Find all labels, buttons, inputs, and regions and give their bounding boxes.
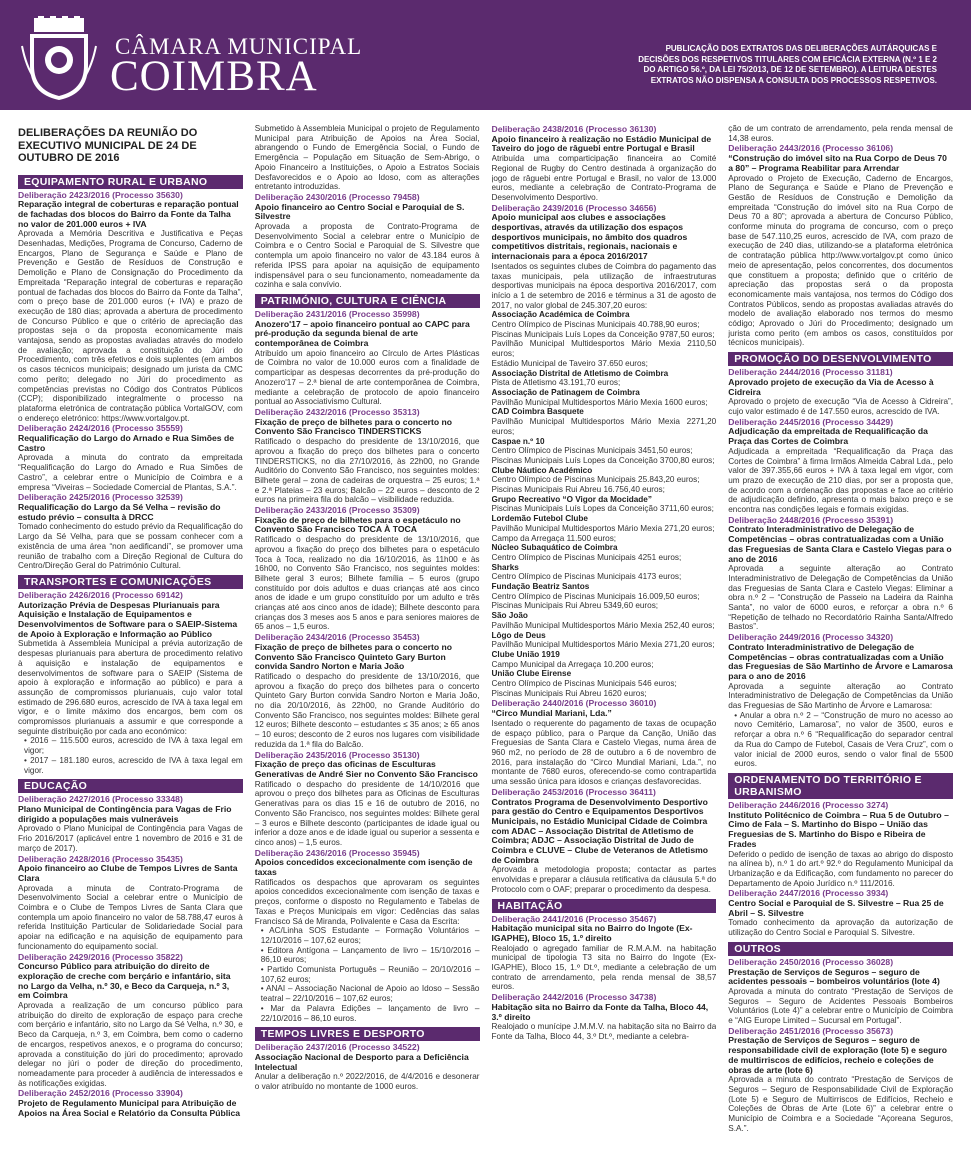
club-name: CAD Coimbra Basquete bbox=[491, 407, 584, 417]
venue-fee: Centro Olímpico de Piscinas Municipais 546 euros; bbox=[491, 679, 677, 689]
club-name: Associação Distrital de Atletismo de Coimbra bbox=[491, 368, 669, 378]
deliberation-subject: Reparação integral de coberturas e reparação pontual de fachadas dos blocos do Bairro da Fonte da Talha no valor de 201.000 euros + IVA bbox=[18, 199, 239, 229]
section-header: ORDENAMENTO DO TERRITÓRIO E URBANISMO bbox=[728, 773, 953, 799]
venue-fee: Pavilhão Municipal Multidesportos Mário Mexia 2110,50 euros; bbox=[491, 339, 717, 359]
coat-of-arms-icon bbox=[20, 16, 98, 102]
venue-fee: Piscinas Municipais Rui Abreu 1620 euros; bbox=[491, 688, 647, 698]
deliberation-body: Aprovada a proposta de Contrato-Programa de Desenvolvimento Social a celebrar entre o Município de Coimbra e o Centro Social e Paroquial de S. Silvestre que contempla um apoio financeiro no valor de 43.184 euros à referida IPSS para apoiar na aquisição de equipamento indispensável para o seu funcionamento, nomeadamente da cozinha e sala convívio. bbox=[254, 222, 480, 290]
venue-fee: Centro Olímpico de Piscinas Municipais 40.788,90 euros; bbox=[491, 320, 700, 330]
venue-fee: Centro Olímpico de Piscinas Municipais 25.843,20 euros; bbox=[491, 475, 700, 485]
venue-fee: Piscinas Municipais Luís Lopes da Conceição 9787,50 euros; bbox=[491, 329, 715, 339]
venue-fee: Centro Olímpico de Piscinas Municipais 4173 euros; bbox=[491, 572, 682, 582]
column-2 bbox=[255, 124, 480, 1144]
deliberation-body: Ratificado o despacho do presidente de 13/10/2016, que aprovou a fixação do preço dos bilhetes para o espetáculo Toca à Toca, realizado no dia 16/10/2016, às 11h00 e às 16h00, no Convento São Francisco, nos seguintes moldes: Bilhete geral 3 euros; Bilhete família – 5 euros (grupo constituído por dois adultos e duas crianças até aos cinco anos de idade e um grupo constituído por um adulto e três crianças até aos cinco anos de idade); Bilhete desconto para crianças dos 3 meses aos 5 anos e para seniores maiores de 65 anos – 1,5 euros. bbox=[254, 535, 480, 632]
deliberation-body: Deferido o pedido de isenção de taxas ao abrigo do disposto na alínea b), n.º 1 do art.º 92.º do Regulamento Municipal da Urbanização e da Edificação, com fundamento no parecer do Departamento de Apoio Jurídico n.º 111/2016. bbox=[728, 849, 953, 888]
venue-fee: Pavilhão Municipal Multidesportos Mário Mexia 271,20 euros; bbox=[491, 640, 715, 650]
club-name: Clube Náutico Académico bbox=[491, 465, 593, 475]
deliberation-number: Deliberação 2423/2016 (Processo 35630) bbox=[18, 189, 183, 200]
deliberation-subject: Apoios concedidos excecionalmente com isenção de taxas bbox=[254, 857, 473, 878]
list-item: • Mar da Palavra Edições – lançamento de livro – 22/10/2016 – 86,10 euros. bbox=[261, 1004, 480, 1023]
deliberation-number: Deliberação 2444/2016 (Processo 31181) bbox=[728, 367, 893, 378]
bullet-list bbox=[24, 736, 243, 775]
deliberation-number: Deliberação 2450/2016 (Processo 36028) bbox=[728, 956, 894, 967]
list-item: • Partido Comunista Português – Reunião – 20/10/2016 – 107,62 euros; bbox=[261, 965, 480, 984]
list-item: • Editora Antígona – Lançamento de livro – 15/10/2016 – 86,10 euros; bbox=[261, 946, 480, 965]
venue-fee: Campo da Arregaça 11.500 euros; bbox=[491, 533, 617, 543]
deliberation-body: Ratificado o despacho do presidente de 13/10/2016, que aprovou a fixação do preço dos bilhetes para o concerto Quinteto Gary Burton convida Sandro Norton e Maria João, no dia 20/10/2016, às 22h00, no Grande Auditório do Convento São Francisco, nos seguintes moldes: Bilhete geral 12 euros; Bilhete desconto – estudantes ≤ 35 anos; ≥ 65 anos – 10 euros; desconto de 2 euros nos lugares com visibilidade reduzida da 1.ª fila do Balcão. bbox=[254, 671, 480, 749]
club-name: São João bbox=[491, 611, 528, 621]
page-title: DELIBERAÇÕES DA REUNIÃO DO EXECUTIVO MUNICIPAL DE 24 DE OUTUBRO DE 2016 bbox=[18, 127, 198, 164]
deliberation-subject: Plano Municipal de Contingência para Vagas de Frio dirigido a populações mais vulneráveis bbox=[18, 803, 232, 824]
deliberation-subject: “Circo Mundial Mariani, Lda.” bbox=[491, 708, 612, 719]
club-name: Associação de Patinagem de Coimbra bbox=[491, 387, 640, 397]
deliberation-subject: Adjudicação da empreitada de Requalificação da Praça das Cortes de Coimbra bbox=[728, 426, 928, 447]
deliberation-body: Aprovado o Projeto de Execução, Caderno de Encargos, Plano de Segurança e Saúde e Plano de Prevenção e Gestão de Resíduos de Construção e Demolição da empreitada “Construção do imóvel sito na Rua Corpo de Deus 70 a 80”; aprovada a abertura de Concurso Público, conforme minuta do programa de concurso, com o preço base de 547.110,25 euros, acrescido de IVA, com prazo de execução de 240 dias, utilizando-se a plataforma eletrónica de contratação pública http://www.vortalgov.pt como único meio de apresentação, pelos concorrentes, dos documentos que constituem a proposta; definido que o critério de apreciação das propostas será o da proposta economicamente mais vantajosa, nos termos do Código dos Contratos Públicos, sendo as propostas avaliadas através do modelo de avaliação elaborado nos termos do mesmo código; Aprovado o Júri do Procedimento; designado um jurista como perito (em ambos os casos, constituídos por técnicos municipais). bbox=[728, 173, 953, 348]
deliberation-subject: Fixação de preço de bilhetes para o concerto no Convento São Francisco Quinteto Gary Burton convida Sandro Norton e Maria João bbox=[254, 641, 452, 672]
deliberation-body: Aprovado o projeto de execução “Via de Acesso à Cidreira”, cujo valor estimado é de 147.550 euros, acrescido de IVA. bbox=[728, 397, 953, 416]
deliberation-body: Submetido à Assembleia Municipal o projeto de Regulamento Municipal para Atribuição de Apoios na Área Social, abrangendo o Fundo de Emergência Social, o Fundo de Emergência – População em Situação de Sem-Abrigo, o Apoio Financeiro a Instituições, o Apoio a Estratos Sociais Desfavorecidos e o Apoio ao Idoso, com as alterações entretanto introduzidas. bbox=[254, 124, 480, 192]
deliberation-number: Deliberação 2445/2016 (Processo 34429) bbox=[728, 416, 894, 427]
deliberation-subject: Autorização Prévia de Despesas Plurianuais para Aquisição e Instalação de Equipamentos e Desenvolvimentos de Software para o SAEIP-Sistema de Apoio à Exploração e Informação ao Público bbox=[18, 599, 238, 639]
club-name: Clube União 1919 bbox=[491, 649, 560, 659]
deliberation-subject: Requalificação do Largo do Arnado e Rua Simões de Castro bbox=[18, 433, 234, 453]
deliberation-number: Deliberação 2447/2016 (Processo 3934) bbox=[728, 888, 889, 899]
deliberation-subject: Habitação municipal sita no Bairro do Ingote (Ex-IGAPHE), Bloco 15, 1.º direito bbox=[491, 923, 693, 943]
venue-fee: Piscinas Municipais Rui Abreu 5349,60 euros; bbox=[491, 601, 659, 611]
venue-fee: Pavilhão Municipal Multidesportos Mário Mexia 1600 euros; bbox=[491, 397, 708, 407]
venue-fee: Campo Municipal da Arregaça 10.200 euros; bbox=[491, 659, 654, 669]
deliberation-number: Deliberação 2442/2016 (Processo 34738) bbox=[491, 992, 657, 1003]
deliberation-body: Ratificado o despacho do presidente de 14/10/2016 que aprovou o preço dos bilhetes para as Oficinas de Esculturas Generativas para os dias 15 e 16 de outubro de 2016, no Convento São Francisco, nos seguintes moldes: Bilhete geral – 3 euros e Bilhete desconto (participantes de idade igual ou inferior a doze anos e de idade igual ou superior a sessenta e cinco anos) – 1,5 euros. bbox=[254, 779, 480, 847]
deliberation-number: Deliberação 2451/2016 (Processo 35673) bbox=[728, 1025, 894, 1036]
deliberation-number: Deliberação 2440/2016 (Processo 36010) bbox=[491, 698, 657, 709]
deliberation-number: Deliberação 2424/2016 (Processo 35559) bbox=[18, 423, 183, 434]
club-name: União Clube Eirense bbox=[491, 669, 572, 679]
club-name: Núcleo Subaquático de Coimbra bbox=[491, 543, 618, 553]
deliberation-number: Deliberação 2433/2016 (Processo 35309) bbox=[254, 505, 420, 516]
list-item: • 2016 – 115.500 euros, acrescido de IVA à taxa legal em vigor; bbox=[24, 736, 243, 755]
document-body bbox=[18, 124, 953, 1144]
club-name: Lôgo de Deus bbox=[491, 630, 546, 640]
deliberation-number: Deliberação 2426/2016 (Processo 69142) bbox=[18, 589, 183, 600]
deliberation-subject: Contratos Programa de Desenvolvimento Desportivo para gestão do Centro e Equipamentos Desportivos Municipais, no Estádio Municipal Cidade de Coimbra com ADAC – Associação Distrital de Atletismo de Coimbra; ADJC – Associação Distrital de Judo de Coimbra e CLUVE – Clube de Veteranos de Atletismo de Coimbra bbox=[491, 796, 708, 865]
deliberation-subject: Contrato Interadministrativo de Delegação de Competências – obras contratualizadas com a União das Freguesias de Santa Clara e Castelo Viegas para o ano de 2016 bbox=[728, 524, 952, 564]
deliberation-body: Adjudicada a empreitada “Requalificação da Praça das Cortes de Coimbra” à firma Irmãos Almeida Cabral Lda., pelo valor de 397.355,66 euros + IVA à taxa legal em vigor, com um prazo de execução de 210 dias, por ser a proposta que, de acordo com a ordenação das propostas e face ao critério de adjudicação definido, apresenta o mais baixo preço e se encontra nas condições legais e formais exigidas. bbox=[728, 446, 953, 515]
club-name: Sharks bbox=[491, 562, 519, 572]
deliberation-body: Realojado o agregado familiar de R.M.A.M. na habitação municipal de tipologia T3 sita no Bairro do Ingote (Ex-IGAPHE), Bloco 15, 1.º Dt.º, mediante a celebração de um contrato de arrendamento, pela renda mensal de 38,57 euros. bbox=[491, 943, 717, 992]
section-header: TRANSPORTES E COMUNICAÇÕES bbox=[18, 575, 243, 589]
deliberation-body: Aprovada a minuta do contrato “Prestação de Serviços de Seguros – Seguro de Acidentes Pessoais Bombeiros Voluntários (Lote 4)” a celebrar entre o Município de Coimbra e “AIG Europe Limited – Sucursal em Portugal”. bbox=[728, 986, 953, 1026]
deliberation-body: Anular a deliberação n.º 2022/2016, de 4/4/2016 e desonerar o valor atribuído no montante de 1000 euros. bbox=[254, 1072, 480, 1092]
deliberation-number: Deliberação 2431/2016 (Processo 35998) bbox=[254, 308, 420, 319]
deliberation-number: Deliberação 2438/2016 (Processo 36130) bbox=[491, 124, 657, 134]
venue-fee: Piscinas Municipais Luís Lopes da Conceição 3711,60 euros; bbox=[491, 504, 714, 514]
venue-fee: Pavilhão Municipal Multidesportos Mário Mexia 2271,20 euros; bbox=[491, 417, 717, 436]
venue-fee: Centro Olímpico de Piscinas Municipais 16.009,50 euros; bbox=[491, 591, 700, 601]
deliberation-body: Realojado o munícipe J.M.M.V. na habitação sita no Bairro da Fonte da Talha, Bloco 44, 3.º Dt.º, mediante a celebra- bbox=[491, 1022, 717, 1041]
deliberation-number: Deliberação 2439/2016 (Processo 34656) bbox=[491, 202, 657, 213]
deliberation-number: Deliberação 2427/2016 (Processo 33348) bbox=[18, 794, 183, 805]
venue-fee: Pavilhão Municipal Multidesportos Mário Mexia 252,40 euros; bbox=[491, 620, 715, 630]
deliberation-subject: Fixação de preço de bilhetes para o concerto no Convento São Francisco TINDERSTICKS bbox=[254, 416, 452, 437]
club-name: Associação Académica de Coimbra bbox=[491, 310, 630, 320]
venue-fee: Piscinas Municipais Rui Abreu 16.756,40 euros; bbox=[491, 485, 665, 495]
deliberation-subject: Projeto de Regulamento Municipal para Atribuição de Apoios na Área Social e Relatório da Consulta Pública bbox=[18, 1098, 241, 1118]
list-item: • Anular a obra n.º 2 – “Construção de muro no acesso ao novo Cemitério, Lamarosa”, no valor de 3500, euros e reforçar a obra n.º 6 “Requalificação do separador central da Rua do Campo de Futebol, Casais de Vera Cruz”, com o valor inicial de 2000 euros, sendo o valor final de 5500 euros. bbox=[734, 711, 953, 769]
club-name: Grupo Recreativo “O Vigor da Mocidade” bbox=[491, 494, 652, 504]
section-header: OUTROS bbox=[728, 942, 953, 956]
deliberation-number: Deliberação 2437/2016 (Processo 34522) bbox=[254, 1042, 420, 1053]
deliberation-subject: “Construção do imóvel sito na Rua Corpo de Deus 70 a 80” – Programa Reabilitar para Arrendar bbox=[728, 153, 947, 173]
deliberation-body: Aprovada a Memória Descritiva e Justificativa e Peças Desenhadas, Medições, Programa de Concurso, Caderno de Encargos, Plano de Segurança e Saúde e Plano de Prevenção e Gestão de Resíduos de Construção e Demolição e Plano de Consignação do Procedimento da Empreitada “Reparação integral de coberturas e reparação pontual de fachadas dos blocos do Bairro da Fonte da Talha”, com o preço base de 201.000 euros (+ IVA) e prazo de execução de 180 dias; aprovada a abertura de procedimento de Concurso Público e que o critério de apreciação das propostas seja o da proposta economicamente mais vantajosa, sendo as propostas avaliadas através do modelo de avaliação; aprovada a constituição do Júri do Procedimento, com três efetivos e dois suplentes (em ambos os casos técnicos municipais; designado um jurista da CMC como perito; delegado no Júri do procedimento as competências previstas no Código dos Contratos Públicos (CCP); disponibilizado integralmente o processo na plataforma eletrónica de contratação pública VortalGOV, com o endereço eletrónico: https://www.vortalgov.pt. bbox=[18, 229, 243, 423]
section-header: HABITAÇÃO bbox=[492, 899, 717, 913]
deliberation-body: Submetida à Assembleia Municipal a prévia autorização de despesas plurianuais para abertura de procedimento relativo à aquisição e instalação de equipamentos e desenvolvimentos de software para o SAEIP (Sistema de apoio à exploração e informação ao público) e para a assunção de compromissos plurianuais, cujo valor total estimado de 296.680 euros, acrescido de IVA à taxa legal em vigor, e o limite máximo dos encargos, bem com os compromissos plurianuais a assumir e que corresponde a seguinte distribuição por cada ano económico: bbox=[18, 639, 243, 736]
deliberation-subject: Habitação sita no Bairro da Fonte da Talha, Bloco 44, 3.º direito bbox=[491, 1001, 709, 1022]
deliberation-subject: Centro Social e Paroquial de S. Silvestre – Rua 25 de Abril – S. Silvestre bbox=[728, 898, 944, 918]
deliberation-number: Deliberação 2449/2016 (Processo 34320) bbox=[728, 632, 894, 643]
header-banner bbox=[0, 0, 971, 110]
venue-fee: Pavilhão Municipal Multidesportos Mário Mexia 271,20 euros; bbox=[491, 523, 715, 533]
column-4 bbox=[728, 124, 953, 1144]
deliberation-subject: Prestação de Serviços de Seguros – seguro de acidentes pessoais – bombeiros voluntários (lote 4) bbox=[728, 966, 940, 987]
bullet-list bbox=[261, 926, 480, 1023]
deliberation-subject: Fixação de preço das oficinas de Esculturas Generativas de André Sier no Convento São Francisco bbox=[254, 759, 478, 779]
deliberation-number: Deliberação 2435/2016 (Processo 35130) bbox=[254, 749, 420, 760]
deliberation-number: Deliberação 2453/2016 (Processo 36411) bbox=[491, 786, 656, 797]
deliberation-number: Deliberação 2441/2016 (Processo 35467) bbox=[491, 913, 657, 924]
column-1 bbox=[18, 124, 243, 1144]
deliberation-body: Aprovada a seguinte alteração ao Contrato Interadministrativo de Delegação de Competências da União das Freguesias de São Martinho de Árvore e Lamarosa: bbox=[728, 681, 953, 711]
deliberation-number: Deliberação 2425/2016 (Processo 32539) bbox=[18, 492, 183, 503]
section-header: EDUCAÇÃO bbox=[18, 779, 243, 793]
deliberation-subject: Anozero'17 – apoio financeiro pontual ao CAPC para pré-produção da segunda bienal de arte contemporânea de Coimbra bbox=[254, 318, 470, 349]
deliberation-subject: Instituto Politécnico de Coimbra – Rua 5 de Outubro – Cimo de Fala – S. Martinho do Bispo – União das Freguesias de S. Martinho do Bispo e Ribeira de Frades bbox=[728, 809, 949, 849]
deliberation-body: Isentado o requerente do pagamento de taxas de ocupação de espaço público, para o Parque da Canção, União das Freguesias de Santa Clara e Castelo Viegas, numa área de 960 m2, no período de 28 de outubro a 6 de novembro de 2016, para instalação do “Circo Mundial Mariani, Lda.”, no montante de 7680 euros, oferecendo-se como contrapartida uma sessão única para idosos e crianças desfavorecidas. bbox=[491, 718, 717, 787]
deliberation-body: Atribuída uma comparticipação financeira ao Comité Regional de Rugby do Centro destinada à organização do jogo de râguebi entre Portugal e Brasil, no valor de 13.000 euros, mediante a celebração de Contrato-Programa de Desenvolvimento Desportivo. bbox=[491, 154, 717, 202]
deliberation-body: Aprovada a realização de um concurso público para atribuição do direito de exploração de espaço para creche com berçário e infantário, sito no Largo da Sé Velha, n.º 30, e Beco da Carqueja, n.º 3, em Coimbra, bem como o caderno de encargos, respetivos anexos, e o programa do concurso; aprovada a constituição do júri do procedimento; aprovado delegar no júri o poder de direção do procedimento, nomeadamente para proceder à audiência de interessados e às notificações exigidas. bbox=[18, 1001, 243, 1088]
deliberation-number: Deliberação 2443/2016 (Processo 36106) bbox=[728, 143, 894, 154]
deliberation-number: Deliberação 2434/2016 (Processo 35453) bbox=[254, 632, 420, 643]
deliberation-number: Deliberação 2446/2016 (Processo 3274) bbox=[728, 800, 889, 810]
venue-fee: Centro Olímpico de Piscinas Municipais 4251 euros; bbox=[491, 552, 682, 562]
deliberation-subject: Prestação de Serviços de Seguros – seguro de responsabilidade civil de exploração (lote 5) e seguro de multirriscos de edifícios, recheio e coleções de obras de arte (lote 6) bbox=[728, 1035, 947, 1075]
venue-fee: Pista de Atletismo 43.191,70 euros; bbox=[491, 378, 621, 388]
deliberation-body: Aprovado o Plano Municipal de Contingência para Vagas de Frio 2016/2017 (aplicável entre 1 novembro de 2016 e 31 de março de 2017). bbox=[18, 824, 243, 853]
publication-note: PUBLICAÇÃO DOS EXTRATOS DAS DELIBERAÇÕES AUTÁRQUICAS E DECISÕES DOS RESPETIVOS TITULARES COM EFICÁCIA EXTERNA (N.º 1 E 2 DO ARTIGO 56.º, DA LEI 75/2013, DE 12 DE SETEMBRO). A LEITURA DESTES EXTRATOS NÃO DISPENSA A CONSULTA DOS PROCESSOS RESPETIVOS. bbox=[638, 44, 937, 85]
deliberation-body: Aprovada a metodologia proposta; contactar as partes envolvidas e preparar a cláusula retificativa da cláusula 5.ª do Protocolo com o OAF; preparar o procedimento da despesa. bbox=[491, 865, 717, 894]
deliberation-subject: Apoio financeiro ao Clube de Tempos Livres de Santa Clara bbox=[18, 863, 238, 883]
bullet-list bbox=[734, 711, 953, 769]
deliberation-body: Aprovada a minuta do contrato da empreitada “Requalificação do Largo do Arnado e Rua Simões de Castro”, a celebrar entre o Município de Coimbra e a empresa “Viveiras – Sociedade Comercial de Plantas, S.A.”. bbox=[18, 453, 243, 492]
deliberation-body: Atribuído um apoio financeiro ao Círculo de Artes Plásticas de Coimbra no valor de 10.000 euros com a finalidade de comparticipar as despesas decorrentes da pré-produção do Anozero'17 – 2.ª bienal de arte contemporânea de Coimbra, mediante a celebração de protocolo de apoio financeiro pontual ao Associativismo Cultural. bbox=[254, 348, 480, 407]
section-header: PATRIMÓNIO, CULTURA E CIÊNCIA bbox=[255, 294, 480, 308]
section-header: PROMOÇÃO DO DESENVOLVIMENTO bbox=[728, 352, 953, 366]
deliberation-number: Deliberação 2448/2016 (Processo 35391) bbox=[728, 514, 894, 525]
deliberation-body: Isentados os seguintes clubes de Coimbra do pagamento das taxas municipais, pela utilização de infraestruturas desportivas municipais na época desportiva 2016/2017, com início a 1 de setembro de 2016 e términus a 31 de agosto de 2017, no valor global de 245.307,20 euros: bbox=[491, 261, 717, 310]
deliberation-body: Aprovada a seguinte alteração ao Contrato Interadministrativo de Delegação de Competências da União das Freguesias de Santa Clara e Castelo Viegas: Eliminar a obra n.º 2 – “Construção de Passeio na Ladeira da Rainha Santa”, no valor de 6000 euros, e reforçar a obra n.º 6 “Repetição de telhado no Recordatório Rainha Santa/Alfredo Bastos”. bbox=[728, 564, 953, 632]
section-header: EQUIPAMENTO RURAL E URBANO bbox=[18, 175, 243, 189]
deliberation-body: ção de um contrato de arrendamento, pela renda mensal de 14,38 euros. bbox=[728, 124, 953, 143]
deliberation-number: Deliberação 2452/2016 (Processo 33904) bbox=[18, 1088, 183, 1099]
section-header: TEMPOS LIVRES E DESPORTO bbox=[255, 1027, 480, 1041]
list-item: • 2017 – 181.180 euros, acrescido de IVA à taxa legal em vigor. bbox=[24, 756, 243, 775]
venue-fee: Estádio Municipal de Taveiro 37.650 euros; bbox=[491, 358, 648, 368]
deliberation-number: Deliberação 2432/2016 (Processo 35313) bbox=[254, 406, 420, 417]
deliberation-subject: Concurso Público para atribuição do direito de exploração de creche com berçário e infantário, sita no Largo da Velha, n.º 30, e Beco da Carqueja, n.º 3, em Coimbra bbox=[18, 961, 231, 1001]
list-item: • AC/Linha SOS Estudante – Formação Voluntários – 12/10/2016 – 107,62 euros; bbox=[261, 926, 480, 945]
deliberation-subject: Apoio financeiro ao Centro Social e Paroquial de S. Silvestre bbox=[254, 201, 465, 222]
council-title: CÂMARA MUNICIPAL bbox=[115, 34, 363, 59]
club-name: Caspae n.º 10 bbox=[491, 436, 545, 446]
list-item: • ANAI – Associação Nacional de Apoio ao Idoso – Sessão teatral – 22/10/2016 – 107,62 euros; bbox=[261, 984, 480, 1003]
deliberation-number: Deliberação 2430/2016 (Processo 79458) bbox=[254, 191, 420, 202]
deliberation-subject: Aprovado projeto de execução da Via de Acesso à Cidreira bbox=[728, 376, 934, 397]
deliberation-subject: Apoio municipal aos clubes e associações desportivas, através da utilização dos espaços desportivos municipais, no âmbito dos quadros competitivos distritais, regionais, nacionais e internacionais para a época 2016/2017 bbox=[491, 212, 688, 262]
deliberation-body: Tomado conhecimento da aprovação da autorização de utilização do Centro Social e Paroquial S. Silvestre. bbox=[728, 918, 953, 938]
city-title: COIMBRA bbox=[110, 53, 318, 100]
deliberation-body: Ratificados os despachos que aprovaram os seguintes apoios concedidos excecionalmente com isenção de taxas e preços, conforme o disposto no Regulamento e Tabelas de Taxas e Preços Municipais em vigor: Cedências das salas Francisco Sá de Miranda, Polivalente e Casa da Escrita: bbox=[254, 877, 480, 926]
venue-fee: Centro Olímpico de Piscinas Municipais 3451,50 euros; bbox=[491, 446, 693, 456]
deliberation-body: Aprovada a minuta do contrato “Prestação de Serviços de Seguros – Seguro de Responsabilidade Civil de Exploração (Lote 5) e Seguro de Multirriscos de Edifícios, Recheio e Coleções de Obras de Arte (Lote 6)” a celebrar entre o Município de Coimbra e a Sociedade “Açoreana Seguros, S.A.”. bbox=[728, 1075, 953, 1133]
deliberation-subject: Apoio financeiro à realização no Estádio Municipal de Taveiro do jogo de râguebi entre Portugal e Brasil bbox=[491, 133, 712, 154]
deliberation-subject: Requalificação do Largo da Sé Velha – revisão do estudo prévio – consulta à DRCC bbox=[18, 502, 221, 522]
deliberation-subject: Fixação de preço de bilhetes para o espetáculo no Convento São Francisco TOCA À TOCA bbox=[254, 514, 461, 535]
deliberation-subject: Associação Nacional de Desporto para a Deficiência Intelectual bbox=[254, 1051, 469, 1072]
column-3 bbox=[492, 124, 717, 1144]
deliberation-body: Aprovada a minuta de Contrato-Programa de Desenvolvimento Social a celebrar entre o Município de Coimbra e o Clube de Tempos Livres de Santa Clara que contempla um apoio financeiro no valor de 58.788,47 euros à referida Instituição Particular de Solidariedade Social para apoiar na edificação e na aquisição de equipamento para funcionamento do equipamento social. bbox=[18, 883, 243, 951]
deliberation-body: Ratificado o despacho do presidente de 13/10/2016, que aprovou a fixação do preço dos bilhetes para o concerto TINDERSTICKS, no dia 27/10/2016, às 22h00, no Grande Auditório do Convento São Francisco, nos seguintes moldes: Bilhete geral – zona de cadeiras de orquestra – 25 euros; 1.ª e 2.ª Plateias – 23 euros; Balcão – 22 euros – desconto de 2 euros na primeira fila do balcão – visibilidade reduzida. bbox=[254, 437, 480, 505]
club-name: Fundação Beatriz Santos bbox=[491, 582, 590, 592]
club-name: Lordemão Futebol Clube bbox=[491, 514, 588, 524]
venue-fee: Piscinas Municipais Luís Lopes da Conceição 3700,80 euros; bbox=[491, 455, 715, 465]
deliberation-subject: Contrato Interadministrativo de Delegação de Competências – obras contratualizadas com a União das Freguesias de São Martinho de Árvore e Lamarosa para o ano de 2016 bbox=[728, 641, 953, 681]
deliberation-number: Deliberação 2428/2016 (Processo 35435) bbox=[18, 853, 183, 864]
deliberation-number: Deliberação 2436/2016 (Processo 35945) bbox=[254, 847, 420, 858]
deliberation-number: Deliberação 2429/2016 (Processo 35822) bbox=[18, 951, 183, 962]
deliberation-body: Tomado conhecimento do estudo prévio da Requalificação do Largo da Sé Velha, para que se possam conhecer com a existência de uma área “non aedificandi”, se promover uma reunião de trabalho com a Direção Regional de Cultura do Centro/Direção Geral do Património Cultural. bbox=[18, 522, 243, 571]
